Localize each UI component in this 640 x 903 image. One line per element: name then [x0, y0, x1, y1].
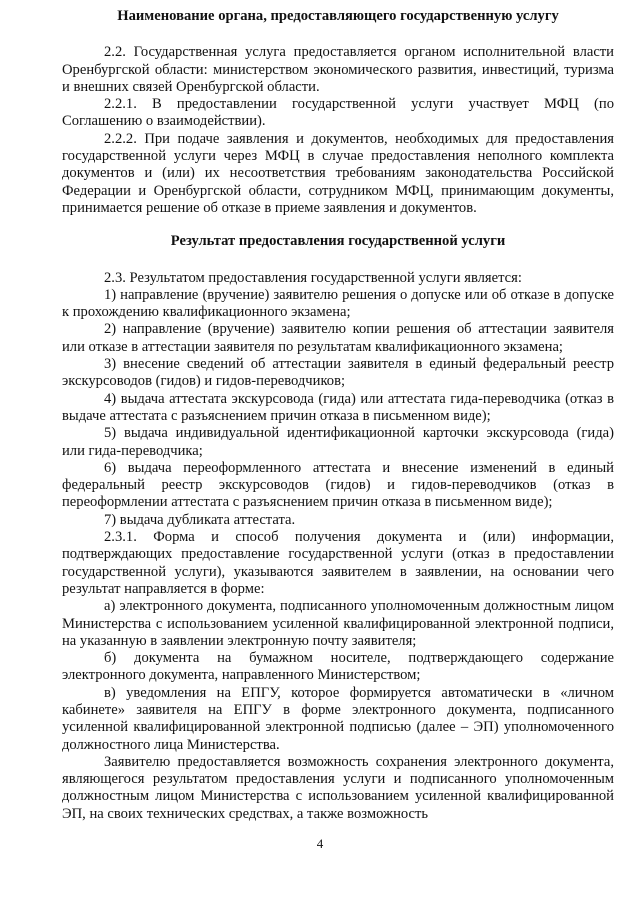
list-item: 6) выдача переоформленного аттестата и внесение изменений в единый федеральный реестр экскурсоводов (гидов) и гидов-переводчиков (отказ в переоформлении аттестата с разъяснением причин отказа в письменном виде); — [62, 459, 614, 511]
paragraph: 2.3.1. Форма и способ получения документа и (или) информации, подтверждающих предоставление государственной услуги (отказ в предоставлении государственной услуги), указываются заявителем в заявлении, на основании чего результат направляется в форме: — [62, 529, 614, 597]
section-heading-result: Результат предоставления государственной услуги — [170, 233, 506, 250]
list-item: 3) внесение сведений об аттестации заявителя в единый федеральный реестр экскурсоводов (гидов) и гидов-переводчиков; — [62, 356, 614, 390]
list-item: 2) направление (вручение) заявителю копии решения об аттестации заявителя или отказе в аттестации заявителя по результатам квалификационного экзамена; — [62, 321, 614, 355]
section-heading-authority: Наименование органа, предоставляющего государственную услугу — [117, 8, 559, 24]
list-item: б) документа на бумажном носителе, подтверждающего содержание электронного документа, направленного Министерством; — [62, 650, 614, 684]
paragraph: 2.2.1. В предоставлении государственной услуги участвует МФЦ (по Соглашению о взаимодействии). — [62, 96, 614, 130]
list-item: 1) направление (вручение) заявителю решения о допуске или об отказе в допуске к прохождению квалификационного экзамена; — [62, 286, 614, 321]
paragraph: Заявителю предоставляется возможность сохранения электронного документа, являющегося результатом предоставления услуги и подписанного уполномоченным должностным лицом Министерства с использованием усиленной квалифицированной ЭП, на своих технических средствах, а также возможность — [62, 753, 614, 822]
list-item: в) уведомления на ЕПГУ, которое формируется автоматически в «личном кабинете» заявителя на ЕПГУ в форме электронного документа, подписанного усиленной квалифицированной электронной подписью (далее – ЭП) уполномоченного должностного лица Министерства. — [62, 684, 614, 753]
list-item: 5) выдача индивидуальной идентификационной карточки экскурсовода (гида) или гида-переводчика; — [62, 425, 614, 459]
document-page — [62, 8, 614, 823]
page-number: 4 — [316, 836, 324, 851]
list-item: 4) выдача аттестата экскурсовода (гида) или аттестата гида-переводчика (отказ в выдаче аттестата с разъяснением причин отказа в письменном виде); — [62, 390, 614, 424]
paragraph: 2.3. Результатом предоставления государственной услуги является: — [104, 269, 522, 286]
list-item: 7) выдача дубликата аттестата. — [104, 511, 296, 528]
paragraph: 2.2. Государственная услуга предоставляется органом исполнительной власти Оренбургской области: министерством экономического развития, инвестиций, туризма и внешних связей Оренбургской области. — [62, 44, 614, 95]
paragraph: 2.2.2. При подаче заявления и документов, необходимых для предоставления государственной услуги через МФЦ в случае предоставления неполного комплекта документов и (или) их несоответствия требованиям законодательства Российской Федерации и Оренбургской области, сотрудником МФЦ, принимающим документы, принимается решение об отказе в приеме заявления и документов. — [62, 130, 614, 216]
list-item: а) электронного документа, подписанного уполномоченным должностным лицом Министерства с использованием усиленной квалифицированной электронной подписи, на указанную в заявлении электронную почту заявителя; — [62, 598, 614, 649]
